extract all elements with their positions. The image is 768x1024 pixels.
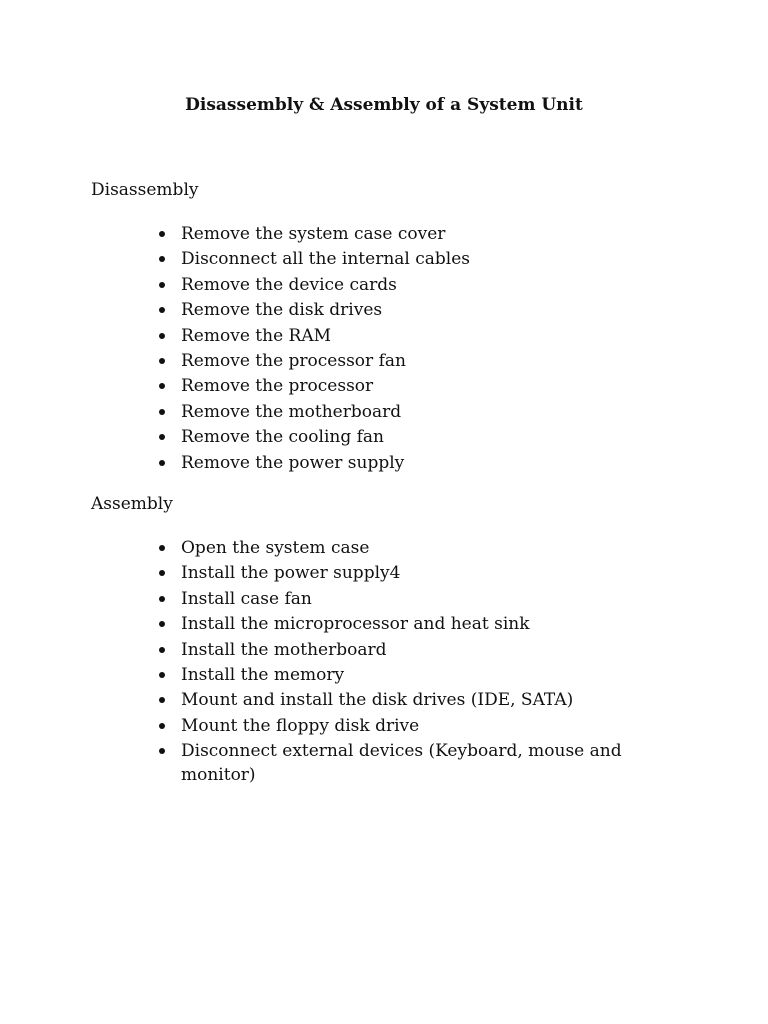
bullet-icon [159,647,165,653]
bullet-icon [159,358,165,364]
list-item [157,349,677,374]
bullet-icon [159,460,165,466]
bullet-icon [159,697,165,703]
bullet-icon [159,621,165,627]
list-item-text: Remove the RAM [181,325,332,346]
list-item-text: Open the system case [181,538,370,558]
bullet-icon [159,570,165,576]
page-title: Disassembly & Assembly of a System Unit [185,95,583,115]
list-item-text: Install the power supply4 [181,563,401,584]
bullet-icon [159,333,165,339]
bullet-icon [159,723,165,729]
bullet-icon [159,383,165,389]
list-item-text: Remove the motherboard [181,401,402,422]
list-item [157,561,677,586]
list-item-text: Remove the processor [181,376,374,397]
list-item-text: Install the motherboard [181,639,387,660]
list-item-text: Install the microprocessor and heat sink [181,614,530,635]
list-item [157,247,677,272]
list-item [157,451,677,476]
list-item [157,374,677,399]
bullet-icon [159,231,165,237]
bullet-icon [159,256,165,262]
list-item [157,587,677,612]
list-item [157,638,677,663]
list-item [157,222,677,247]
list-item-text: Remove the processor fan [181,351,406,372]
list-item [157,714,677,739]
list-item [157,688,677,713]
list-item-text: Remove the system case cover [181,224,446,244]
bullet-icon [159,307,165,313]
list-item-text: Remove the device cards [181,274,397,295]
list-item-text: Mount and install the disk drives (IDE, SATA) [181,690,574,711]
bullet-icon [159,434,165,440]
assembly-steps-list [157,536,677,787]
bullet-icon [159,672,165,678]
list-item-text: Mount the floppy disk drive [181,715,420,736]
bullet-icon [159,545,165,551]
list-item-text: Remove the cooling fan [181,427,385,448]
list-item-text: Disconnect external devices (Keyboard, mouse and monitor) [181,741,622,786]
list-item [157,324,677,349]
list-item-text: Remove the disk drives [181,300,383,321]
disassembly-steps-list [157,222,677,476]
list-item [157,425,677,450]
section-heading-disassembly: Disassembly [91,180,199,200]
list-item [157,739,677,787]
section-heading-assembly: Assembly [91,494,173,514]
list-item [157,612,677,637]
bullet-icon [159,409,165,415]
list-item [157,536,677,561]
list-item [157,298,677,323]
bullet-icon [159,282,165,288]
list-item-text: Install the memory [181,665,345,686]
bullet-icon [159,748,165,754]
list-item [157,663,677,688]
list-item [157,400,677,425]
list-item [157,273,677,298]
bullet-icon [159,596,165,602]
list-item-text: Remove the power supply [181,452,405,473]
list-item-text: Install case fan [181,588,312,609]
list-item-text: Disconnect all the internal cables [181,249,471,270]
